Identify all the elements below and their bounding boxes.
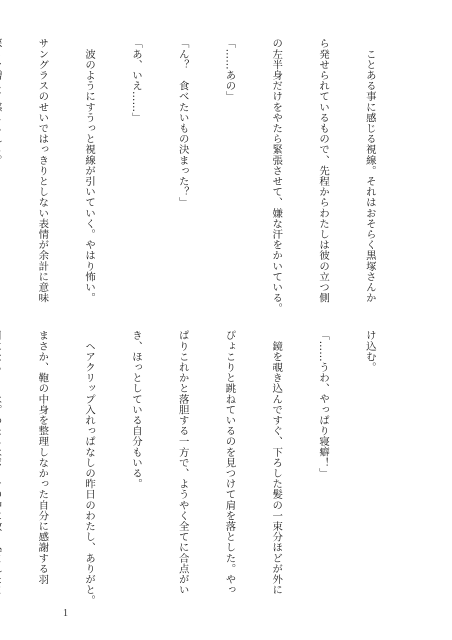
text-line: 「ん？ 食べたいもの決まった？」 xyxy=(176,38,189,208)
text-line xyxy=(0,330,3,582)
text-line: ぱりこれかと落胆する一方で、ようやく全てに合点がい xyxy=(176,330,189,595)
text-line xyxy=(0,38,3,288)
text-line: 「……あの」 xyxy=(223,38,236,102)
text-line: け込む。 xyxy=(363,330,376,373)
text-line: の左半身だけをやたら緊張させて、嫌な汗をかいている。 xyxy=(270,38,283,314)
text-line: ことある事に感じる視線。それはおそらく黒塚さんか xyxy=(363,38,376,303)
text-line: ヘアクリップ入れっぱなしの昨日のわたし、ありがと。 xyxy=(83,330,96,606)
text-line: まさか、鞄の中身を整理しなかった自分に感謝する羽 xyxy=(36,330,49,585)
text-line: ぴょこりと跳ねているのを見つけて肩を落とした。やっ xyxy=(223,330,236,595)
page-number: 1 xyxy=(63,608,68,619)
text-line: 「……うわ、やっぱり寝癖！」 xyxy=(317,330,330,479)
text-block-bottom xyxy=(36,330,408,606)
text-line: き、ほっとしている自分もいる。 xyxy=(129,330,142,489)
text-line: 「あ、いえ……」 xyxy=(129,38,142,123)
text-line: ら発せられているもので、先程からわたしは彼の立つ側 xyxy=(317,38,330,303)
text-line: サングラスのせいではっきりとしない表情が余計に意味 xyxy=(36,38,49,303)
text-line: 鏡を覗き込んですぐ、下ろした髪の一束分ほどが外に xyxy=(270,330,283,595)
text-block-top xyxy=(36,38,408,314)
text-line: 波のようにすうっと視線が引いていく。やはり怖い。 xyxy=(83,38,96,303)
